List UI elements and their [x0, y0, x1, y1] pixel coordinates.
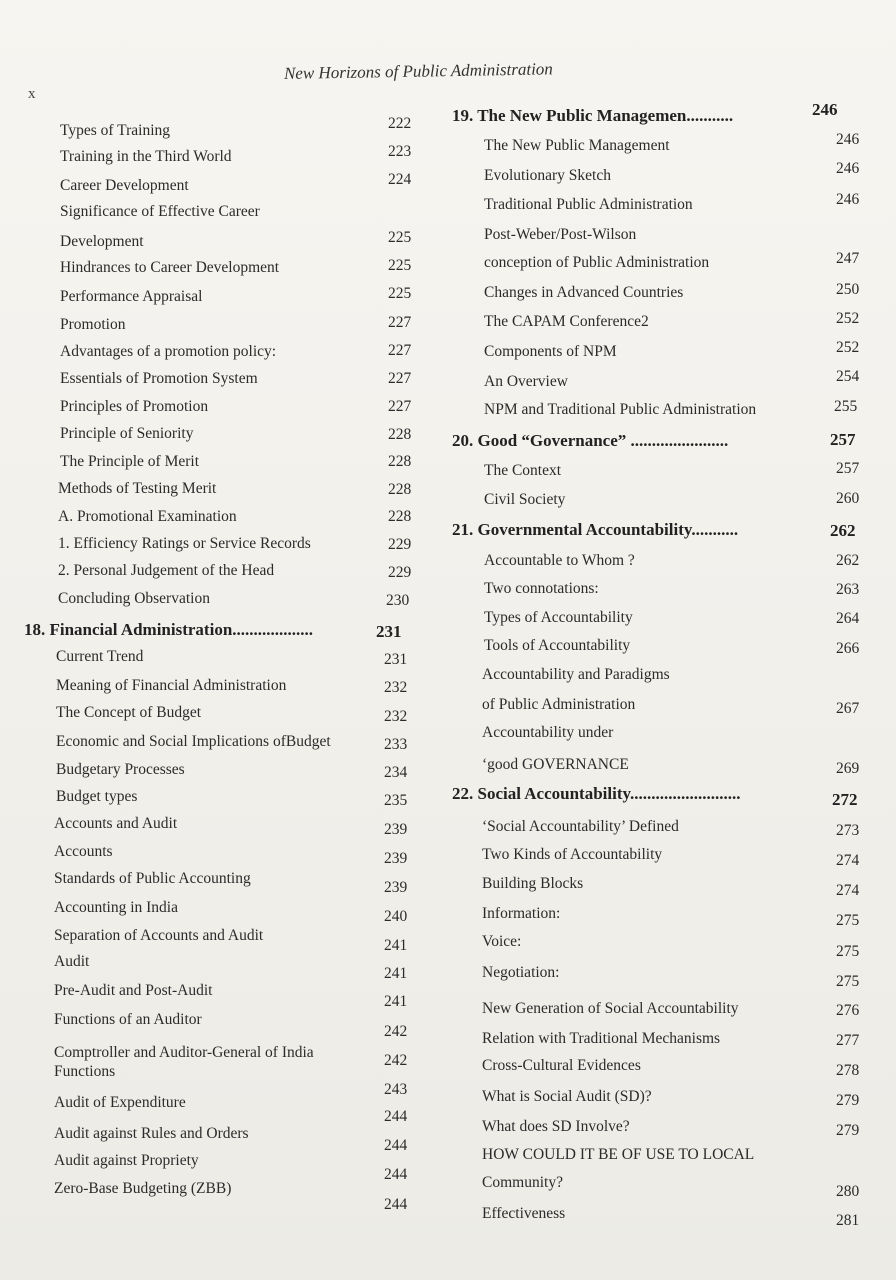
toc-page-number: 246	[836, 131, 860, 148]
toc-entry-title: New Generation of Social Accountability	[482, 1000, 739, 1017]
toc-page-number: 228	[388, 453, 412, 470]
toc-entry-title: Principle of Seniority	[60, 425, 194, 442]
toc-entry-title: Budgetary Processes	[56, 761, 185, 778]
toc-entry-title: Functions	[54, 1063, 116, 1080]
toc-entry-title: Traditional Public Administration	[484, 196, 693, 213]
toc-entry-title: Evolutionary Sketch	[484, 167, 611, 184]
toc-page-number: 228	[388, 508, 412, 525]
toc-entry-title: Career Development	[60, 177, 189, 194]
toc-page-number: 275	[836, 973, 860, 990]
toc-page-number: 246	[836, 191, 860, 208]
toc-page-number: 281	[836, 1212, 860, 1229]
toc-page-number: 235	[384, 792, 408, 809]
toc-chapter-title: 22. Social Accountability..........................	[452, 784, 741, 803]
toc-page-number: 239	[384, 821, 408, 838]
toc-page-number: 227	[388, 342, 412, 359]
toc-page-number: 234	[384, 764, 408, 781]
toc-entry-title: Civil Society	[484, 491, 566, 508]
toc-entry-title: The Principle of Merit	[60, 453, 200, 470]
toc-chapter-title: 19. The New Public Managemen...........	[452, 106, 734, 125]
toc-entry-title: Zero-Base Budgeting (ZBB)	[54, 1180, 232, 1197]
toc-page-number: 244	[384, 1137, 408, 1154]
toc-page-number: 266	[836, 640, 860, 657]
toc-page-number: 242	[384, 1052, 408, 1069]
toc-page-number: 225	[388, 229, 412, 246]
toc-entry-title: What is Social Audit (SD)?	[482, 1088, 652, 1105]
toc-entry-title: Comptroller and Auditor-General of India	[54, 1044, 314, 1061]
toc-page-number: 246	[836, 160, 860, 177]
toc-page-number: 230	[386, 592, 410, 609]
toc-page-number: 227	[388, 398, 412, 415]
toc-page-number: 250	[836, 281, 860, 298]
toc-page-number: 260	[836, 490, 860, 507]
toc-page-number: 276	[836, 1002, 860, 1019]
toc-chapter-title: 18. Financial Administration...................	[24, 620, 314, 639]
toc-entry-title: Budget types	[56, 788, 138, 805]
toc-page-number: 244	[384, 1196, 408, 1213]
toc-entry-title: Meaning of Financial Administration	[56, 677, 287, 694]
toc-page-number: 257	[830, 430, 856, 449]
toc-page-number: 272	[832, 790, 858, 809]
toc-page-number: 229	[388, 536, 412, 553]
toc-page-number: 240	[384, 908, 408, 925]
toc-entry-title: Advantages of a promotion policy:	[60, 343, 277, 360]
toc-entry-title: Essentials of Promotion System	[60, 370, 258, 387]
toc-page-number: 275	[836, 943, 860, 960]
toc-entry-title: ‘good GOVERNANCE	[482, 756, 629, 773]
toc-entry-title: Voice:	[482, 933, 522, 950]
toc-entry-title: Principles of Promotion	[60, 398, 209, 415]
toc-entry-title: Development	[60, 233, 144, 250]
toc-chapter-title: 20. Good “Governance” .......................	[452, 431, 729, 450]
toc-entry-title: Concluding Observation	[58, 590, 210, 607]
toc-page-number: 262	[830, 521, 856, 540]
toc-entry-title: The CAPAM Conference2	[484, 313, 649, 330]
toc-page-number: 227	[388, 314, 412, 331]
toc-page-number: 231	[376, 622, 402, 641]
toc-entry-title: Hindrances to Career Development	[60, 259, 280, 276]
toc-entry-title: Promotion	[60, 316, 126, 333]
toc-entry-title: Two connotations:	[484, 580, 599, 597]
toc-page-number: 243	[384, 1081, 408, 1098]
toc-entry-title: Accounts and Audit	[54, 815, 178, 832]
toc-page-number: 277	[836, 1032, 860, 1049]
toc-page-number: 275	[836, 912, 860, 929]
toc-entry-title: Methods of Testing Merit	[58, 480, 217, 497]
toc-page-number: 242	[384, 1023, 408, 1040]
toc-entry-title: An Overview	[484, 373, 568, 390]
toc-entry-title: The New Public Management	[484, 137, 670, 154]
toc-entry-title: Significance of Effective Career	[60, 203, 260, 220]
toc-entry-title: Economic and Social Implications ofBudget	[56, 733, 331, 750]
toc-page-number: 255	[834, 398, 858, 415]
toc-entry-title: A. Promotional Examination	[58, 508, 237, 525]
toc-entry-title: HOW COULD IT BE OF USE TO LOCAL	[482, 1146, 755, 1163]
toc-entry-title: Functions of an Auditor	[54, 1011, 202, 1028]
toc-entry-title: The Context	[484, 462, 562, 479]
toc-page-number: 241	[384, 993, 408, 1010]
toc-page-number: 247	[836, 250, 860, 267]
toc-page-number: 227	[388, 370, 412, 387]
toc-page-number: 232	[384, 708, 408, 725]
toc-entry-title: Building Blocks	[482, 875, 584, 892]
toc-entry-title: Relation with Traditional Mechanisms	[482, 1030, 721, 1047]
page-number: x	[28, 86, 36, 102]
toc-entry-title: Audit	[54, 953, 90, 970]
toc-page-number: 263	[836, 581, 860, 598]
toc-entry-title: Standards of Public Accounting	[54, 870, 251, 887]
toc-entry-title: The Concept of Budget	[56, 704, 202, 721]
toc-entry-title: of Public Administration	[482, 696, 636, 713]
toc-page-number: 274	[836, 852, 860, 869]
toc-page-number: 280	[836, 1183, 860, 1200]
toc-entry-title: Separation of Accounts and Audit	[54, 927, 264, 944]
toc-entry-title: Two Kinds of Accountability	[482, 846, 663, 863]
toc-entry-title: Community?	[482, 1174, 563, 1191]
toc-page-number: 231	[384, 651, 408, 668]
toc-entry-title: Accountability and Paradigms	[482, 666, 670, 683]
toc-page-number: 228	[388, 426, 412, 443]
toc-entry-title: ‘Social Accountability’ Defined	[482, 818, 679, 835]
toc-page-number: 239	[384, 850, 408, 867]
toc-page-number: 246	[812, 100, 838, 119]
toc-page-number: 223	[388, 143, 412, 160]
toc-page-number: 274	[836, 882, 860, 899]
toc-page-number: 239	[384, 879, 408, 896]
toc-page-number: 244	[384, 1108, 408, 1125]
toc-page-number: 241	[384, 965, 408, 982]
toc-page-number: 279	[836, 1092, 860, 1109]
toc-page-number: 252	[836, 310, 860, 327]
toc-page-number: 225	[388, 285, 412, 302]
toc-page-number: 252	[836, 339, 860, 356]
toc-entry-title: Accountable to Whom ?	[484, 552, 635, 569]
toc-entry-title: Components of NPM	[484, 343, 617, 360]
toc-entry-title: Changes in Advanced Countries	[484, 284, 684, 301]
toc-page-number: 229	[388, 564, 412, 581]
toc-page-number: 224	[388, 171, 412, 188]
toc-entry-title: Audit of Expenditure	[54, 1094, 186, 1111]
toc-entry-title: Information:	[482, 905, 561, 922]
toc-entry-title: Accounting in India	[54, 899, 178, 916]
running-title: New Horizons of Public Administration	[283, 59, 553, 83]
toc-page-number: 264	[836, 610, 860, 627]
toc-entry-title: Training in the Third World	[60, 148, 232, 165]
toc-entry-title: Types of Training	[60, 122, 171, 139]
toc-entry-title: 1. Efficiency Ratings or Service Records	[58, 535, 311, 552]
toc-page-number: 232	[384, 679, 408, 696]
toc-entry-title: Performance Appraisal	[60, 288, 203, 305]
toc-entry-title: Accountability under	[482, 724, 614, 741]
toc-page-number: 228	[388, 481, 412, 498]
toc-entry-title: Types of Accountability	[484, 609, 633, 626]
toc-entry-title: Current Trend	[56, 648, 144, 665]
toc-page-number: 267	[836, 700, 860, 717]
toc-entry-title: NPM and Traditional Public Administration	[484, 401, 757, 418]
toc-entry-title: Effectiveness	[482, 1205, 566, 1222]
toc-entry-title: Pre-Audit and Post-Audit	[54, 982, 213, 999]
toc-entry-title: Cross-Cultural Evidences	[482, 1057, 641, 1074]
toc-page-number: 222	[388, 115, 412, 132]
toc-page-number: 278	[836, 1062, 860, 1079]
toc-page-number: 262	[836, 552, 860, 569]
toc-page-number: 254	[836, 368, 860, 385]
toc-entry-title: Accounts	[54, 843, 113, 860]
toc-page-number: 244	[384, 1166, 408, 1183]
toc-entry-title: Tools of Accountability	[484, 637, 631, 654]
toc-chapter-title: 21. Governmental Accountability...........	[452, 520, 739, 539]
toc-page-number: 269	[836, 760, 860, 777]
toc-page-number: 257	[836, 460, 860, 477]
toc-entry-title: Audit against Rules and Orders	[54, 1125, 249, 1142]
toc-page-number: 233	[384, 736, 408, 753]
toc-page-number: 225	[388, 257, 412, 274]
toc-page-number: 279	[836, 1122, 860, 1139]
toc-entry-title: Post-Weber/Post-Wilson	[484, 226, 637, 243]
toc-page-number: 273	[836, 822, 860, 839]
toc-entry-title: Negotiation:	[482, 964, 560, 981]
toc-entry-title: Audit against Propriety	[54, 1152, 199, 1169]
toc-entry-title: 2. Personal Judgement of the Head	[58, 562, 275, 579]
toc-entry-title: What does SD Involve?	[482, 1118, 630, 1135]
toc-page-number: 241	[384, 937, 408, 954]
toc-entry-title: conception of Public Administration	[484, 254, 710, 271]
